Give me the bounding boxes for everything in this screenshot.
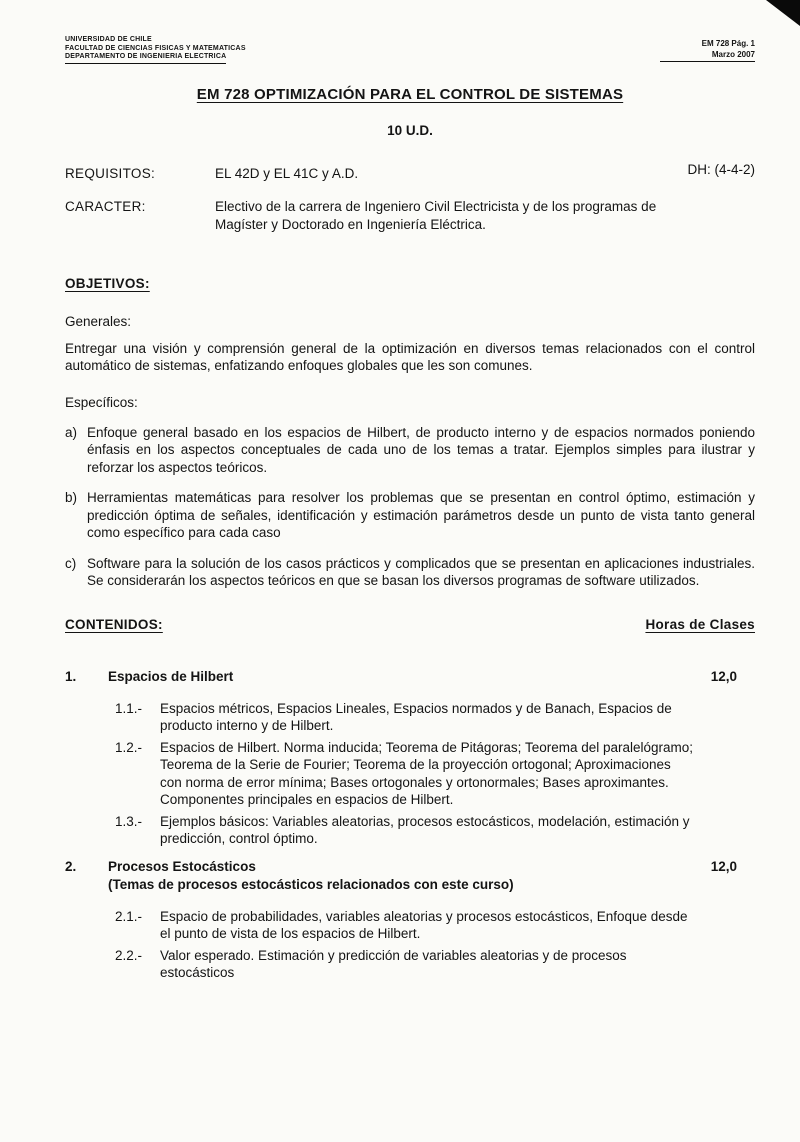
objetivo-item-c: [65, 555, 755, 590]
item-text: Valor esperado. Estimación y predicción de variables aleatorias y de procesos estocásticos: [160, 947, 627, 980]
item-text: Espacio de probabilidades, variables aleatorias y procesos estocásticos, Enfoque desde el punto de vista de los espacios de Hilbert.: [160, 908, 688, 941]
section-hours: 12,0: [710, 858, 737, 874]
dh-value: DH: (4-4-2): [687, 161, 755, 177]
section-title: [108, 668, 711, 686]
section-subtitle-line: (Temas de procesos estocásticos relacionados con este curso): [108, 876, 514, 892]
section-title: [108, 858, 711, 894]
item-text: Enfoque general basado en los espacios de Hilbert, de producto interno y de espacios normados poniendo énfasis en los aspectos conceptuales de cada uno de los temas a tratar. Ejemplos simples para ilustrar y reforzar los aspectos teóricos.: [87, 424, 755, 475]
caracter-label: CARACTER:: [65, 198, 146, 214]
institution-line-3: DEPARTAMENTO DE INGENIERIA ELECTRICA: [65, 53, 226, 64]
generales-label: Generales:: [65, 313, 132, 329]
item-marker: b): [65, 490, 78, 505]
requisitos-value: EL 42D y EL 41C y A.D.: [215, 165, 359, 181]
section-number: 2.: [65, 858, 77, 874]
section-hours: 12,0: [710, 668, 737, 684]
section-1-items: [115, 700, 755, 848]
document-date: Marzo 2007: [660, 49, 755, 62]
item-marker: 2.1.-: [115, 908, 143, 924]
generales-paragraph: Entregar una visión y comprensión general de la optimización en diversos temas relacionados con el control automático de sistemas, enfatizando enfoques globales que les son comunes.: [65, 340, 755, 373]
item-marker: 1.1.-: [115, 700, 143, 716]
section-title-line: Procesos Estocásticos: [108, 858, 256, 874]
caracter-row: [65, 198, 755, 234]
caracter-value: Electivo de la carrera de Ingeniero Civil Electricista y de los programas de Magíster y Doctorado en Ingeniería Eléctrica.: [215, 198, 657, 232]
course-title: EM 728 OPTIMIZACIÓN PARA EL CONTROL DE SISTEMAS: [196, 85, 624, 103]
item-marker: a): [65, 424, 78, 440]
contenidos-heading: CONTENIDOS:: [65, 616, 163, 632]
item-marker: 1.3.-: [115, 813, 143, 829]
page-ref: EM 728 Pág. 1: [701, 39, 755, 48]
institution-block: [65, 36, 246, 64]
item-marker: 1.2.-: [115, 739, 143, 755]
content-item: [115, 739, 755, 809]
course-units: 10 U.D.: [387, 122, 433, 138]
objetivo-item-a: [65, 424, 755, 477]
contenidos-header-row: [65, 617, 755, 632]
institution-line-1: UNIVERSIDAD DE CHILE: [65, 36, 152, 43]
scan-corner-artifact: [766, 0, 800, 26]
content-item: [115, 700, 755, 735]
section-title-line: Espacios de Hilbert: [108, 668, 234, 684]
content-item: [115, 947, 755, 982]
page-ref-block: [660, 38, 755, 62]
section-number: 1.: [65, 668, 77, 684]
item-text: Software para la solución de los casos prácticos y complicados que se presentan en aplicaciones industriales. Se considerarán los aspectos teóricos en que se basan los diversos programas de software utilizados.: [87, 555, 755, 588]
especificos-label: Específicos:: [65, 394, 138, 410]
requisitos-row: [65, 161, 755, 183]
page-header: [65, 36, 755, 64]
institution-line-2: FACULTAD DE CIENCIAS FISICAS Y MATEMATICAS: [65, 44, 246, 52]
item-text: Herramientas matemáticas para resolver los problemas que se presentan en control óptimo, estimación y predicción óptima de señales, identificación y estimación parámetros desde un punto de vista tanto general como específico para cada caso: [87, 490, 755, 540]
horas-heading: Horas de Clases: [645, 616, 755, 632]
section-2-header: [65, 858, 755, 894]
objetivo-item-b: [65, 489, 755, 542]
section-1-header: [65, 668, 755, 686]
section-2-items: [115, 908, 755, 982]
content-item: [115, 908, 755, 943]
item-marker: c): [65, 555, 77, 571]
item-text: Espacios de Hilbert. Norma inducida; Teorema de Pitágoras; Teorema del paralelógramo; Teorema de la Serie de Fourier; Teorema de la proyección ortogonal; Aproximaciones con norma de error mínima; Bases ortogonales y ortonormales; Bases aproximantes. Componentes principales en espacios de Hilbert.: [160, 739, 694, 807]
item-marker: 2.2.-: [115, 947, 143, 963]
objetivos-heading: OBJETIVOS:: [65, 275, 150, 291]
item-text: Ejemplos básicos: Variables aleatorias, procesos estocásticos, modelación, estimación y predicción, control óptimo.: [160, 813, 690, 846]
content-item: [115, 813, 755, 848]
item-text: Espacios métricos, Espacios Lineales, Espacios normados y de Banach, Espacios de producto interno y de Hilbert.: [160, 700, 672, 733]
requisitos-label: REQUISITOS:: [65, 165, 156, 181]
